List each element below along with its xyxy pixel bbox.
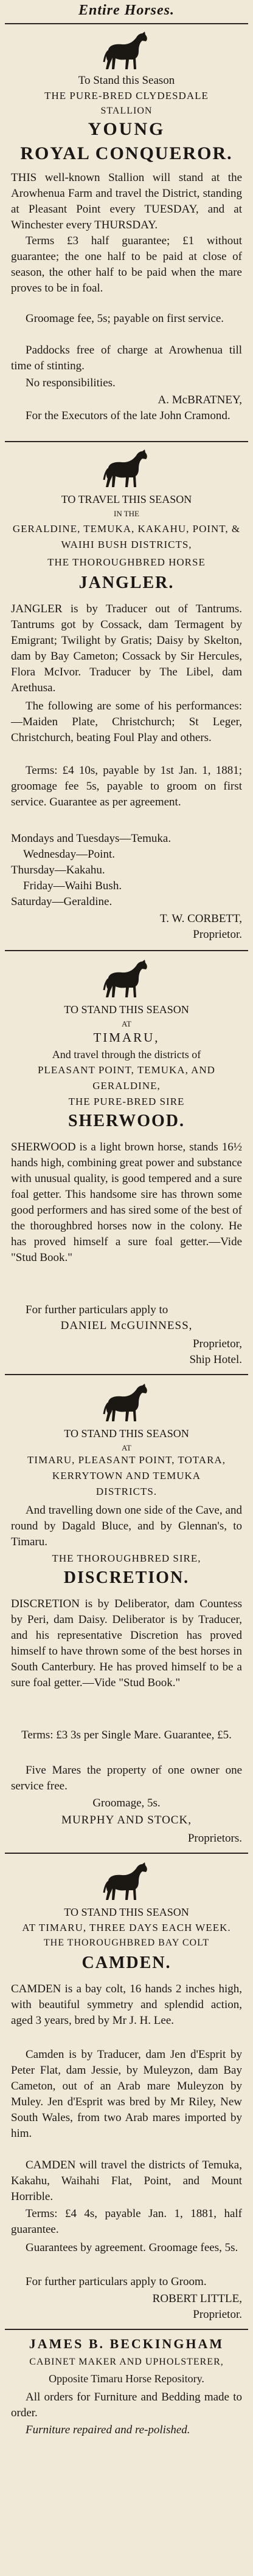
ad3-name: SHERWOOD. — [68, 1112, 185, 1130]
ad4-paragraph: DISCRETION is by Deliberator, dam Countess by Peri, dam Daisy. Deliberator is by Traducer, and his representative Discretion has proved himself to have thrown some of the best horses in South Canterbury. He has proved himself to be a sure foal getter.—Vide "Stud Book." — [11, 1597, 242, 1689]
ad5-signer: ROBERT LITTLE, — [152, 2292, 242, 2305]
horse-icon — [102, 1381, 151, 1424]
divider — [5, 1374, 248, 1375]
ad2-signer: T. W. CORBETT, — [160, 912, 242, 925]
divider — [5, 2329, 248, 2330]
ad2-in-the: IN THE — [113, 509, 139, 518]
ad4-signer: MURPHY AND STOCK, — [61, 1814, 192, 1826]
ad5-paragraph: Guarantees by agreement. Groomage fees, 5s. — [26, 2241, 238, 2254]
divider — [5, 950, 248, 951]
ad2-districts: GERALDINE, TEMUKA, KAKAHU, POINT, & WAIHI BUSH DISTRICTS, — [12, 523, 241, 550]
ad2-schedule-item: Saturday—Geraldine. — [11, 895, 113, 908]
ad4-paragraph: Terms: £3 3s per Single Mare. Guarantee, £5. — [21, 1729, 232, 1741]
ad2-schedule-item: Mondays and Tuesdays—Temuka. — [11, 832, 172, 845]
ad3-travel: And travel through the districts of — [52, 1048, 201, 1061]
footer-line: Opposite Timaru Horse Repository. — [49, 2373, 204, 2385]
footer-line: All orders for Furniture and Bedding made to order. — [11, 2391, 242, 2419]
ad5-paragraph: For further particulars apply to Groom. — [26, 2275, 207, 2288]
ad2-paragraph: The following are some of his performances:—Maiden Plate, Christchurch; St Leger, Christchurch, beating Foul Play and others. — [11, 700, 242, 744]
ad4-places-2: KERRYTOWN AND TEMUKA — [52, 1470, 201, 1481]
ad3-intro: TO STAND THIS SEASON — [64, 1003, 189, 1016]
ad5-title: THE THOROUGHBRED BAY COLT — [43, 1938, 210, 1948]
ad1-paragraph: Groomage fee, 5s; payable on first service. — [26, 312, 224, 325]
horse-icon — [102, 1860, 151, 1902]
ad1-name-2: ROYAL CONQUEROR. — [20, 143, 233, 163]
ad1-signer-note: For the Executors of the late John Cramond. — [26, 409, 230, 422]
ad1-name-1: YOUNG — [88, 119, 165, 139]
ad3-paragraph: SHERWOOD is a light brown horse, stands 16½ hands high, combining great power and substance with unusual quality, is good tempered and a sure foal getter. This handsome sire has thrown some good performers and has sired some of the best of the thoroughbred horses now in the colony. He has proved himself a sure foal getter.—Vide "Stud Book." — [11, 1141, 242, 1264]
divider — [5, 441, 248, 442]
ad5-paragraph: CAMDEN is a bay colt, 16 hands 2 inches high, with beautiful symmetry and splendid action, aged 3 years, bred by Mr J. H. Lee. — [11, 1983, 242, 2027]
ad5-paragraph: Terms: £4 4s, payable Jan. 1, 1881, half guarantee. — [11, 2207, 242, 2236]
ad4-signer-note: Proprietors. — [187, 1832, 242, 1845]
ad1-intro: To Stand this Season — [78, 74, 175, 87]
ad2-schedule-item: Friday—Waihi Bush. — [23, 880, 122, 892]
ad2-intro: TO TRAVEL THIS SEASON — [61, 493, 192, 505]
footer-name: JAMES B. BECKINGHAM — [29, 2336, 224, 2351]
ad3-at: AT — [122, 1019, 131, 1028]
ad3-paragraph: For further particulars apply to — [26, 1303, 168, 1316]
ad3-signer: DANIEL McGUINNESS, — [60, 1319, 193, 1332]
ad3-title: THE PURE-BRED SIRE — [68, 1096, 185, 1107]
footer-line: CABINET MAKER AND UPHOLSTERER, — [29, 2357, 224, 2367]
horse-icon — [102, 447, 151, 490]
ad4-at: AT — [122, 1443, 131, 1452]
ad4-travel: And travelling down one side of the Cave, and round by Dagald Bluce, and by Glennan's, to Timaru. — [11, 1504, 242, 1548]
divider — [5, 23, 248, 24]
ad5-signer-note: Proprietor. — [193, 2308, 242, 2321]
ad3-districts: PLEASANT POINT, TEMUKA, AND — [38, 1064, 215, 1076]
section-title: Entire Horses. — [78, 2, 175, 18]
ad2-schedule-item: Thursday—Kakahu. — [11, 864, 105, 876]
ad4-paragraph: Groomage, 5s. — [92, 1797, 161, 1809]
ad2-paragraph: Terms: £4 10s, payable by 1st Jan. 1, 1881; groomage fee 5s, payable to groom on first service. Guarantee as per agreement. — [11, 764, 242, 808]
ad2-paragraph: JANGLER is by Traducer out of Tantrums. Tantrums got by Cossack, dam Termagent by Emigrant; Twilight by Gratis; Daisy by Skelton, dam by Bay Cameton; Cossack by Sir Hercules, Flora McIvor. Traducer by The Libel, dam Arethusa. — [11, 603, 242, 694]
ad1-paragraph: THIS well-known Stallion will stand at the Arowhenua Farm and travel the District, standing at Pleasant Point every TUESDAY, and at Winchester every THURSDAY. — [11, 171, 242, 231]
ad5-paragraph: Camden is by Traducer, dam Jen d'Esprit by Peter Flat, dam Jessie, by Muleyzon, dam Bay Cameton, out of an Arab mare Muleyzon by Muley. Jen d'Esprit was bred by Mr Riley, New South Wales, from two Arab mares imported by him. — [11, 2048, 242, 2140]
ad3-place: TIMARU, — [93, 1030, 160, 1045]
ad4-places-3: DISTRICTS. — [95, 1486, 158, 1497]
ad2-name: JANGLER. — [78, 573, 175, 592]
ad2-title: THE THOROUGHBRED HORSE — [47, 556, 206, 568]
ad2-signer-note: Proprietor. — [193, 928, 242, 941]
horse-icon — [102, 957, 151, 1000]
ad2-schedule-item: Wednesday—Point. — [23, 848, 115, 861]
ad3-signer-note: Proprietor, — [192, 1338, 242, 1350]
ad1-paragraph: Paddocks free of charge at Arowhenua till time of stinting. — [11, 344, 242, 372]
ad4-paragraph: Five Mares the property of one owner one service free. — [11, 1764, 242, 1792]
ad5-places: AT TIMARU, THREE DAYS EACH WEEK. — [22, 1922, 231, 1933]
ad5-paragraph: CAMDEN will travel the districts of Temuka, Kakahu, Waihahi Flat, Point, and Mount Horrible. — [11, 2159, 242, 2203]
ad1-signer: A. McBRATNEY, — [158, 394, 242, 406]
ad1-paragraph: No responsibilities. — [26, 377, 116, 389]
ad3-districts-2: GERALDINE, — [92, 1080, 161, 1092]
footer-line: Furniture repaired and re-polished. — [26, 2424, 190, 2436]
ad5-intro: TO STAND THIS SEASON — [64, 1906, 189, 1918]
ad4-places: TIMARU, PLEASANT POINT, TOTARA, — [27, 1454, 226, 1466]
ad1-title: THE PURE-BRED CLYDESDALE — [44, 90, 209, 101]
ad4-title: THE THOROUGHBRED SIRE, — [52, 1553, 201, 1564]
horse-icon — [102, 29, 151, 72]
ad4-intro: TO STAND THIS SEASON — [64, 1427, 189, 1440]
ad3-signer-note-2: Ship Hotel. — [189, 1353, 242, 1366]
divider — [5, 1853, 248, 1854]
ad1-subtitle: STALLION — [100, 106, 153, 116]
ad5-name: CAMDEN. — [81, 1953, 172, 1972]
ad4-name: DISCRETION. — [63, 1568, 190, 1587]
ad1-paragraph: Terms £3 half guarantee; £1 without guarantee; the one half to be paid at close of season, the other half to be paid when the mare proves to be in foal. — [11, 234, 242, 295]
